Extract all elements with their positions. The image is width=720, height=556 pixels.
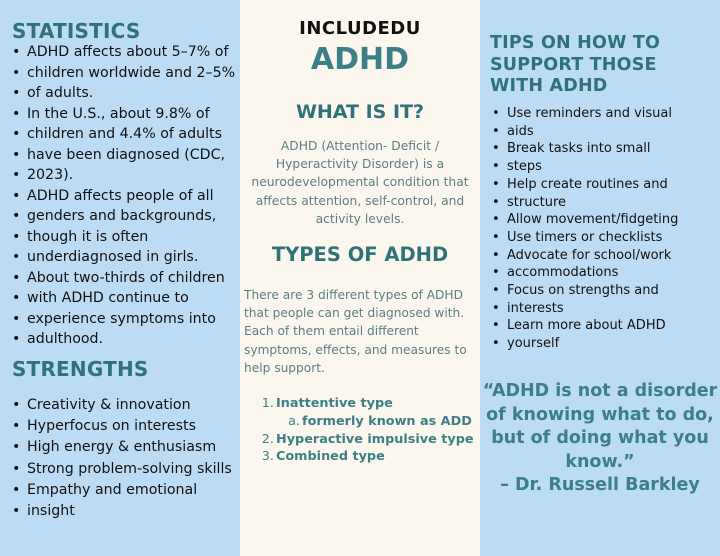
list-item bbox=[256, 413, 474, 431]
type-label: formerly known as ADD bbox=[302, 413, 472, 429]
quote-text: “ADHD is not a disorder of knowing what to do, but of doing what you know.” bbox=[482, 381, 718, 472]
list-item: • Hyperfocus on interests bbox=[12, 416, 232, 437]
list-item: • Allow movement/fidgeting bbox=[492, 211, 678, 229]
types-body: There are 3 different types of ADHD that people can get diagnosed with. Each of them entail different symptoms, effects, and measures to help support. bbox=[244, 288, 467, 375]
list-item: • Use reminders and visual bbox=[492, 105, 678, 123]
list-item: • structure bbox=[492, 194, 678, 212]
list-item: • of adults. bbox=[12, 83, 235, 104]
list-item: • Empathy and emotional bbox=[12, 480, 232, 501]
tips-heading: TIPS ON HOW TO SUPPORT THOSE WITH ADHD bbox=[490, 33, 661, 96]
brand-name: INCLUDEDU bbox=[299, 18, 421, 39]
list-item: • adulthood. bbox=[12, 329, 235, 350]
list-item: • Creativity & innovation bbox=[12, 395, 232, 416]
list-item: • Use timers or checklists bbox=[492, 229, 678, 247]
list-item: • aids bbox=[492, 123, 678, 141]
statistics-heading: STATISTICS bbox=[12, 19, 141, 43]
strengths-list bbox=[12, 395, 232, 522]
tips-list bbox=[492, 105, 678, 353]
list-item: • Advocate for school/work bbox=[492, 247, 678, 265]
type-label: Combined type bbox=[276, 449, 385, 465]
list-item bbox=[256, 431, 474, 449]
list-item: • genders and backgrounds, bbox=[12, 206, 235, 227]
statistics-list bbox=[12, 42, 235, 350]
list-item: • though it is often bbox=[12, 227, 235, 248]
quote-author: – Dr. Russell Barkley bbox=[500, 475, 700, 495]
list-item: • ADHD affects people of all bbox=[12, 186, 235, 207]
list-item: • Break tasks into small bbox=[492, 140, 678, 158]
type-label: Hyperactive impulsive type bbox=[276, 431, 474, 447]
list-item: • steps bbox=[492, 158, 678, 176]
quote-block bbox=[482, 380, 718, 498]
list-item: • About two-thirds of children bbox=[12, 268, 235, 289]
list-item: • experience symptoms into bbox=[12, 309, 235, 330]
list-item: • Strong problem-solving skills bbox=[12, 459, 232, 480]
list-item: • accommodations bbox=[492, 264, 678, 282]
list-item: • 2023). bbox=[12, 165, 235, 186]
list-number: 2. bbox=[261, 431, 274, 447]
what-is-it-heading: WHAT IS IT? bbox=[295, 101, 425, 123]
types-heading: TYPES OF ADHD bbox=[271, 243, 449, 266]
type-label: Inattentive type bbox=[276, 396, 393, 411]
list-item: • Learn more about ADHD bbox=[492, 317, 678, 335]
list-item: • In the U.S., about 9.8% of bbox=[12, 104, 235, 125]
what-is-it-body: ADHD (Attention- Deficit / Hyperactivity Disorder) is a neurodevelopmental condition that affects attention, self-control, and activity levels. bbox=[251, 139, 469, 226]
page-title: ADHD bbox=[310, 42, 410, 77]
list-item: • children worldwide and 2–5% bbox=[12, 63, 235, 84]
list-number: 3. bbox=[261, 449, 274, 465]
strengths-heading: STRENGTHS bbox=[12, 357, 149, 381]
middle-column bbox=[240, 0, 480, 556]
list-item: • children and 4.4% of adults bbox=[12, 124, 235, 145]
list-item bbox=[256, 395, 474, 413]
types-list bbox=[256, 395, 474, 466]
list-item: • have been diagnosed (CDC, bbox=[12, 145, 235, 166]
list-item: • Focus on strengths and bbox=[492, 282, 678, 300]
list-item: • interests bbox=[492, 300, 678, 318]
list-item: • High energy & enthusiasm bbox=[12, 437, 232, 458]
list-item: • underdiagnosed in girls. bbox=[12, 247, 235, 268]
list-item: • yourself bbox=[492, 335, 678, 353]
list-number: 1. bbox=[261, 396, 274, 411]
list-number: a. bbox=[288, 413, 300, 429]
list-item: • Help create routines and bbox=[492, 176, 678, 194]
list-item: • insight bbox=[12, 501, 232, 522]
list-item bbox=[256, 448, 474, 466]
list-item: • with ADHD continue to bbox=[12, 288, 235, 309]
list-item: • ADHD affects about 5–7% of bbox=[12, 42, 235, 63]
